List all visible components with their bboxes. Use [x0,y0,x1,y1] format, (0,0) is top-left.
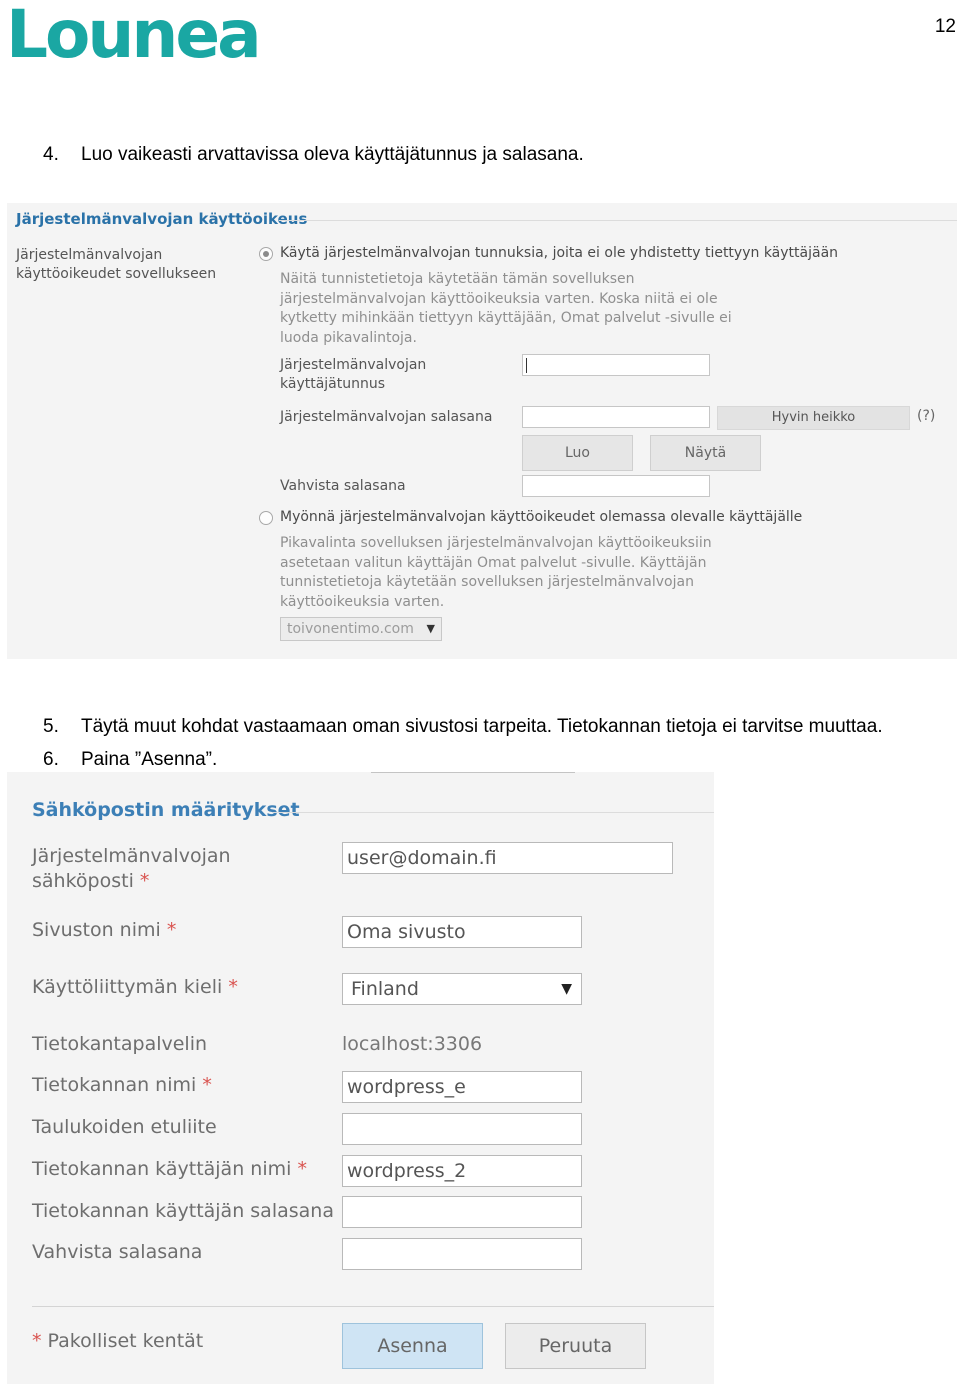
site-name-label: Sivuston nimi * [32,919,177,941]
divider [32,1306,714,1307]
divider [371,772,575,773]
option-existing-user-description: Pikavalinta sovelluksen järjestelmänvalvojan käyttöoikeuksiin asetetaan valitun käyttäjän Omat palvelut -sivulle. Käyttäjän tunnistetietoja käytetään sovelluksen järjestelmänvalvojan käyttöoikeuksia varten. [280,535,712,610]
option-admin-credentials-label: Käytä järjestelmänvalvojan tunnuksia, joita ei ole yhdistetty tiettyyn käyttäjään [280,245,839,261]
step-number: 4. [43,144,59,165]
admin-username-label: Järjestelmänvalvojan käyttäjätunnus [280,357,427,392]
table-prefix-label: Taulukoiden etuliite [32,1116,217,1138]
divider [272,812,714,813]
table-prefix-input[interactable] [342,1113,582,1145]
divider [279,220,957,221]
required-marker: * [228,976,238,998]
generate-password-button[interactable]: Luo [522,435,633,471]
confirm-db-password-label: Vahvista salasana [32,1241,203,1263]
step-text: Luo vaikeasti arvattavissa oleva käyttäjätunnus ja salasana. [81,144,584,165]
required-marker: * [32,1330,42,1352]
admin-email-label: Järjestelmänvalvojan sähköposti * [32,845,231,892]
show-password-button[interactable]: Näytä [650,435,761,471]
select-value: toivonentimo.com [287,621,414,637]
ui-language-select[interactable] [342,973,582,1005]
db-name-input[interactable]: wordpress_e [342,1071,582,1103]
db-password-input[interactable] [342,1196,582,1228]
password-strength-meter: Hyvin heikko [717,406,910,430]
section-heading: Järjestelmänvalvojan käyttöoikeus [16,210,308,228]
required-fields-note: * Pakolliset kentät [32,1330,204,1352]
option-existing-user-label: Myönnä järjestelmänvalvojan käyttöoikeudet olemassa olevalle käyttäjälle [280,509,803,525]
site-name-input[interactable]: Oma sivusto [342,916,582,948]
required-marker: * [166,919,177,941]
confirm-db-password-input[interactable] [342,1238,582,1270]
select-value: Finland [351,978,419,1000]
email-settings-panel [7,772,714,1384]
step-number: 6. [43,749,59,770]
db-server-label: Tietokantapalvelin [32,1033,208,1055]
step-text: Paina ”Asenna”. [81,749,218,770]
dropdown-arrow-icon: ▼ [561,981,572,997]
section-label: Järjestelmänvalvojan käyttöoikeudet sovellukseen [16,247,217,282]
step-4 [43,144,584,166]
db-name-label: Tietokannan nimi * [32,1074,212,1096]
admin-access-panel [7,203,957,659]
db-server-value: localhost:3306 [342,1033,483,1055]
admin-email-input[interactable]: user@domain.fi [342,842,673,874]
admin-password-label: Järjestelmänvalvojan salasana [280,409,493,425]
install-button[interactable]: Asenna [342,1323,483,1369]
lounea-logo: Lounea [6,0,259,73]
confirm-password-input[interactable] [522,475,710,497]
admin-password-input[interactable] [522,406,710,428]
step-5 [43,716,883,738]
section-heading: Sähköpostin määritykset [32,799,300,821]
ui-language-label: Käyttöliittymän kieli * [32,976,238,998]
help-link[interactable]: (?) [917,408,936,424]
db-user-input[interactable]: wordpress_2 [342,1155,582,1187]
step-text: Täytä muut kohdat vastaamaan oman sivustosi tarpeita. Tietokannan tietoja ei tarvitse muuttaa. [81,716,883,737]
required-marker: * [139,870,150,892]
cancel-button[interactable]: Peruuta [505,1323,646,1369]
required-marker: * [202,1074,212,1096]
radio-admin-credentials[interactable] [259,247,273,261]
step-number: 5. [43,716,59,737]
confirm-password-label: Vahvista salasana [280,478,406,494]
option-admin-credentials-description: Näitä tunnistetietoja käytetään tämän sovelluksen järjestelmänvalvojan käyttöoikeuksia varten. Koska niitä ei ole kytketty mihinkään tiettyyn käyttäjään, Omat palvelut -sivulle ei luoda pikavalintoja. [280,271,732,346]
required-marker: * [297,1158,307,1180]
db-user-label: Tietokannan käyttäjän nimi * [32,1158,307,1180]
db-password-label: Tietokannan käyttäjän salasana [32,1200,334,1222]
radio-existing-user[interactable] [259,511,273,525]
existing-user-select[interactable] [280,617,442,641]
step-6 [43,749,217,771]
dropdown-arrow-icon: ▼ [426,622,435,635]
page-number: 12 [934,16,956,37]
admin-username-input[interactable] [522,354,710,376]
text-caret [526,358,527,373]
